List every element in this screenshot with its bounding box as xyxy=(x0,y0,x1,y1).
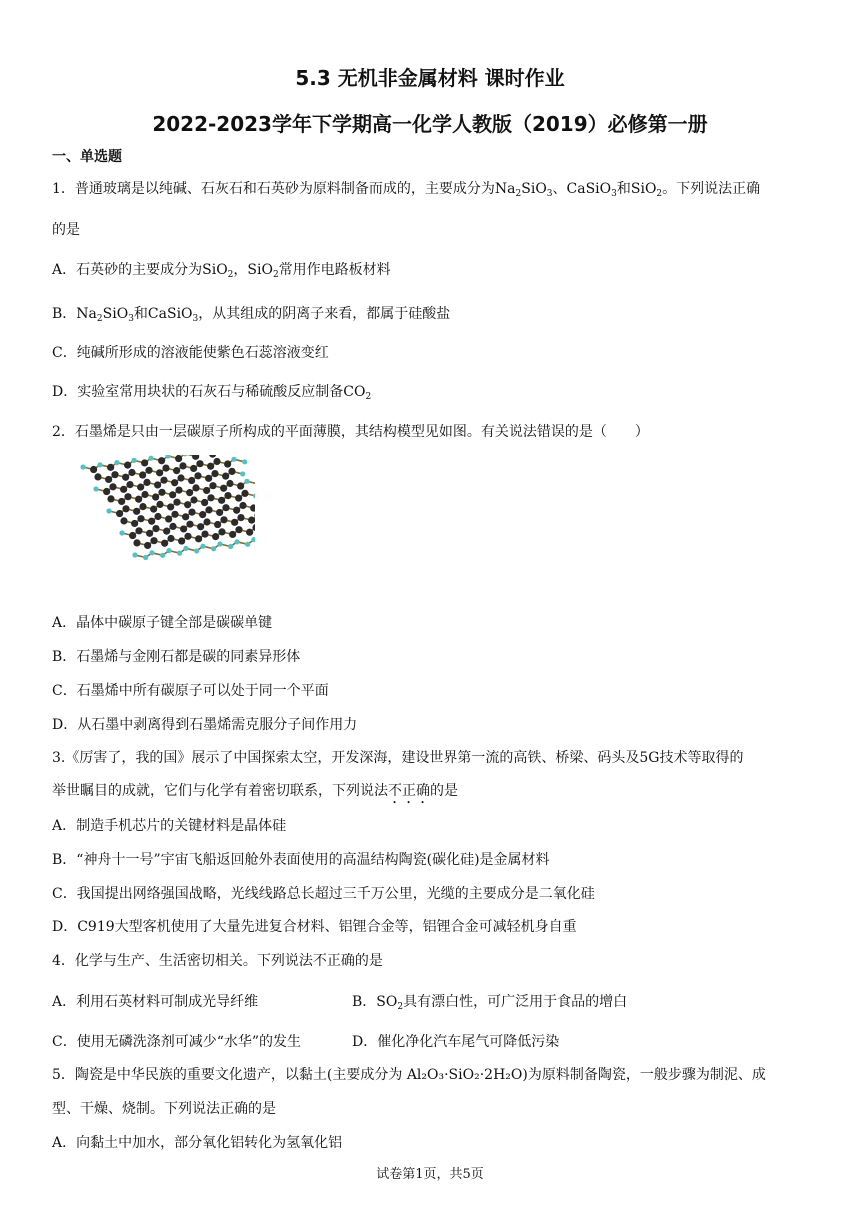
carbon-atom xyxy=(120,486,127,493)
carbon-atom xyxy=(128,469,135,476)
carbon-atom xyxy=(161,540,168,547)
hydrogen-atom xyxy=(106,508,111,513)
carbon-atom xyxy=(137,484,144,491)
carbon-atom xyxy=(203,518,210,525)
carbon-atom xyxy=(173,499,180,506)
carbon-atom xyxy=(235,526,242,533)
q1-option-a: A．石英砂的主要成分为SiO$_2$，SiO$_2$常用作电路板材料 xyxy=(52,262,391,280)
graphene-structure-image xyxy=(55,455,255,585)
hydrogen-atom xyxy=(114,460,119,465)
carbon-atom xyxy=(201,499,208,506)
q4-option-a: A．利用石英材料可制成光导纤维 xyxy=(52,994,259,1010)
carbon-atom xyxy=(133,508,140,515)
carbon-atom xyxy=(109,483,116,490)
carbon-atom xyxy=(190,496,197,503)
carbon-atom xyxy=(224,460,231,467)
carbon-atom xyxy=(197,523,204,530)
q3-option-c: C．我国提出网络强国战略，光线线路总长超过三千万公里，光缆的主要成分是二氧化硅 xyxy=(52,886,595,902)
q4-option-c: C．使用无磷洗涤剂可减少“水华”的发生 xyxy=(52,1034,302,1050)
hydrogen-atom xyxy=(228,544,233,549)
carbon-atom xyxy=(218,497,225,504)
carbon-atom xyxy=(135,496,142,503)
carbon-atom xyxy=(105,476,112,483)
q4-option-b: B．$SO_2$具有漂白性，可广泛用于食品的增白 xyxy=(352,994,628,1012)
q2-option-c: C．石墨烯中所有碳原子可以处于同一个平面 xyxy=(52,683,329,699)
carbon-atom xyxy=(169,523,176,530)
carbon-atom xyxy=(216,509,223,516)
hydrogen-atom xyxy=(177,551,182,556)
carbon-atom xyxy=(222,473,229,480)
hydrogen-atom xyxy=(183,546,188,551)
hydrogen-atom xyxy=(200,544,205,549)
q1-option-c: C．纯碱所形成的溶液能使紫色石蕊溶液变红 xyxy=(52,345,329,361)
hydrogen-atom xyxy=(119,530,124,535)
carbon-atom xyxy=(103,488,110,495)
emphasis-not-correct: 不正确 xyxy=(388,783,430,799)
carbon-atom xyxy=(231,519,238,526)
hydrogen-atom xyxy=(80,464,85,469)
carbon-atom xyxy=(171,511,178,518)
carbon-atom xyxy=(156,501,163,508)
carbon-atom xyxy=(205,506,212,513)
hydrogen-atom xyxy=(132,552,137,557)
carbon-atom xyxy=(228,468,235,475)
carbon-atom xyxy=(156,469,163,476)
carbon-atom xyxy=(220,485,227,492)
hydrogen-atom xyxy=(234,539,239,544)
hydrogen-atom xyxy=(194,548,199,553)
carbon-atom xyxy=(250,504,255,511)
carbon-atom xyxy=(222,504,229,511)
hydrogen-atom xyxy=(240,471,245,476)
q2-option-a: A．晶体中碳原子键全部是碳碳单键 xyxy=(52,615,273,631)
carbon-atom xyxy=(90,466,97,473)
q3-stem-line-1: 3.《厉害了，我的国》展示了中国探索太空，开发深海，建设世界第一流的高铁、桥梁、码头及5G技术等取得的 xyxy=(52,750,744,766)
carbon-atom xyxy=(160,477,167,484)
q4-option-d: D．催化净化汽车尾气可降低污染 xyxy=(352,1034,560,1050)
carbon-atom xyxy=(152,525,159,532)
carbon-atom xyxy=(162,465,169,472)
carbon-atom xyxy=(237,514,244,521)
carbon-atom xyxy=(150,506,157,513)
carbon-atom xyxy=(226,480,233,487)
hydrogen-atom xyxy=(242,459,247,464)
carbon-atom xyxy=(188,509,195,516)
carbon-atom xyxy=(94,473,101,480)
carbon-atom xyxy=(135,527,142,534)
carbon-atom xyxy=(192,484,199,491)
carbon-atom xyxy=(169,491,176,498)
hydrogen-atom xyxy=(245,542,250,547)
carbon-atom xyxy=(218,528,225,535)
carbon-atom xyxy=(122,505,129,512)
q3-option-b: B．“神舟十一号”宇宙飞船返回舱外表面使用的高温结构陶瓷(碳化硅)是金属材料 xyxy=(52,852,550,868)
q1-stem-line-2: 的是 xyxy=(52,222,80,238)
carbon-atom xyxy=(184,533,191,540)
carbon-atom xyxy=(188,477,195,484)
q2-option-d: D．从石墨中剥离得到石墨烯需克服分子间作用力 xyxy=(52,717,358,733)
carbon-atom xyxy=(186,489,193,496)
carbon-atom xyxy=(107,464,114,471)
carbon-atom xyxy=(190,465,197,472)
hydrogen-atom xyxy=(97,462,102,467)
carbon-atom xyxy=(175,487,182,494)
hydrogen-atom xyxy=(93,486,98,491)
carbon-atom xyxy=(241,490,248,497)
carbon-atom xyxy=(111,471,118,478)
q1-option-d: D．实验室常用块状的石灰石与稀硫酸反应制备$CO_2$ xyxy=(52,384,372,402)
q2-stem: 2．石墨烯是只由一层碳原子所构成的平面薄膜，其结构模型见如图。有关说法错误的是（ ） xyxy=(52,424,649,440)
hydrogen-atom xyxy=(244,479,249,484)
carbon-atom xyxy=(194,472,201,479)
carbon-atom xyxy=(139,503,146,510)
carbon-atom xyxy=(167,535,174,542)
carbon-atom xyxy=(201,531,208,538)
carbon-atom xyxy=(131,520,138,527)
carbon-atom xyxy=(192,455,199,460)
carbon-atom xyxy=(199,511,206,518)
carbon-atom xyxy=(178,537,185,544)
hydrogen-atom xyxy=(148,456,153,461)
q5-stem-line-1: 5．陶瓷是中华民族的重要文化遗产，以黏土(主要成分为 Al₂O₃·SiO₂·2H₂O)为原料制备陶瓷，一般步骤为制泥、成 xyxy=(52,1067,766,1083)
carbon-atom xyxy=(167,503,174,510)
hydrogen-atom xyxy=(253,493,255,498)
carbon-atom xyxy=(229,531,236,538)
q5-stem-line-2: 型、干燥、烧制。下列说法正确的是 xyxy=(52,1101,276,1117)
carbon-atom xyxy=(148,518,155,525)
carbon-atom xyxy=(120,517,127,524)
q3-stem-line-2: 举世瞩目的成就，它们与化学有着密切联系，下列说法不正确的是 xyxy=(52,783,458,799)
carbon-atom xyxy=(224,492,231,499)
q3-option-a: A．制造手机芯片的关键材料是晶体硅 xyxy=(52,818,287,834)
hydrogen-atom xyxy=(131,458,136,463)
carbon-atom xyxy=(212,533,219,540)
carbon-atom xyxy=(237,482,244,489)
carbon-atom xyxy=(139,471,146,478)
hydrogen-atom xyxy=(149,550,154,555)
carbon-atom xyxy=(186,521,193,528)
carbon-atom xyxy=(143,479,150,486)
carbon-atom xyxy=(203,487,210,494)
carbon-atom xyxy=(233,507,240,514)
carbon-atom xyxy=(207,463,214,470)
carbon-atom xyxy=(124,462,131,469)
carbon-atom xyxy=(239,502,246,509)
carbon-atom xyxy=(175,455,182,462)
q1-option-b: B．$Na_2SiO_3$和CaSiO$_3$，从其组成的阴离子来看，都属于硅酸盐 xyxy=(52,306,451,324)
q4-stem: 4．化学与生产、生活密切相关。下列说法不正确的是 xyxy=(52,953,383,969)
q1-stem-line-1: 1．普通玻璃是以纯碱、石灰石和石英砂为原料制备而成的，主要成分为$Na_2SiO_3$、CaSiO$_3$和SiO$_2$。下列说法正确 xyxy=(52,181,761,199)
carbon-atom xyxy=(180,525,187,532)
title-line-1: 5.3 无机非金属材料 课时作业 xyxy=(295,66,565,90)
hydrogen-atom xyxy=(143,555,148,560)
carbon-atom xyxy=(246,529,253,536)
carbon-atom xyxy=(129,532,136,539)
carbon-atom xyxy=(141,459,148,466)
carbon-atom xyxy=(163,528,170,535)
hydrogen-atom xyxy=(217,541,222,546)
carbon-atom xyxy=(184,501,191,508)
q3-option-d: D．C919大型客机使用了大量先进复合材料、铝锂合金等，铝锂合金可减轻机身自重 xyxy=(52,919,577,935)
carbon-atom xyxy=(158,457,165,464)
carbon-atom xyxy=(177,474,184,481)
carbon-atom xyxy=(173,467,180,474)
carbon-atom xyxy=(209,455,216,458)
carbon-atom xyxy=(154,481,161,488)
carbon-atom xyxy=(248,517,255,524)
carbon-atom xyxy=(154,513,161,520)
carbon-atom xyxy=(158,489,165,496)
carbon-atom xyxy=(118,498,125,505)
carbon-atom xyxy=(205,475,212,482)
carbon-atom xyxy=(133,539,140,546)
carbon-atom xyxy=(214,521,221,528)
carbon-atom xyxy=(171,479,178,486)
carbon-atom xyxy=(122,474,129,481)
carbon-atom xyxy=(220,516,227,523)
carbon-atom xyxy=(179,462,186,469)
carbon-atom xyxy=(137,515,144,522)
hydrogen-atom xyxy=(231,457,236,462)
carbon-atom xyxy=(182,513,189,520)
section-heading: 一、单选题 xyxy=(52,149,122,165)
hydrogen-atom xyxy=(166,548,171,553)
carbon-atom xyxy=(144,542,151,549)
hydrogen-atom xyxy=(211,546,216,551)
hydrogen-atom xyxy=(160,553,165,558)
page-footer: 试卷第1页，共5页 xyxy=(376,1167,484,1182)
carbon-atom xyxy=(207,494,214,501)
carbon-atom xyxy=(126,481,133,488)
carbon-atom xyxy=(107,495,114,502)
q2-option-b: B．石墨烯与金刚石都是碳的同素异形体 xyxy=(52,649,301,665)
carbon-atom xyxy=(141,491,148,498)
title-line-2: 2022-2023学年下学期高一化学人教版（2019）必修第一册 xyxy=(152,112,708,136)
carbon-atom xyxy=(116,510,123,517)
carbon-atom xyxy=(213,458,220,465)
carbon-atom xyxy=(195,535,202,542)
carbon-atom xyxy=(146,530,153,537)
carbon-atom xyxy=(209,482,216,489)
carbon-atom xyxy=(235,495,242,502)
carbon-atom xyxy=(165,515,172,522)
carbon-atom xyxy=(211,470,218,477)
carbon-atom xyxy=(150,537,157,544)
carbon-atom xyxy=(124,493,131,500)
carbon-atom xyxy=(145,467,152,474)
q5-option-a: A．向黏土中加水，部分氧化铝转化为氢氧化铝 xyxy=(52,1135,343,1151)
carbon-atom xyxy=(152,493,159,500)
carbon-atom xyxy=(196,460,203,467)
